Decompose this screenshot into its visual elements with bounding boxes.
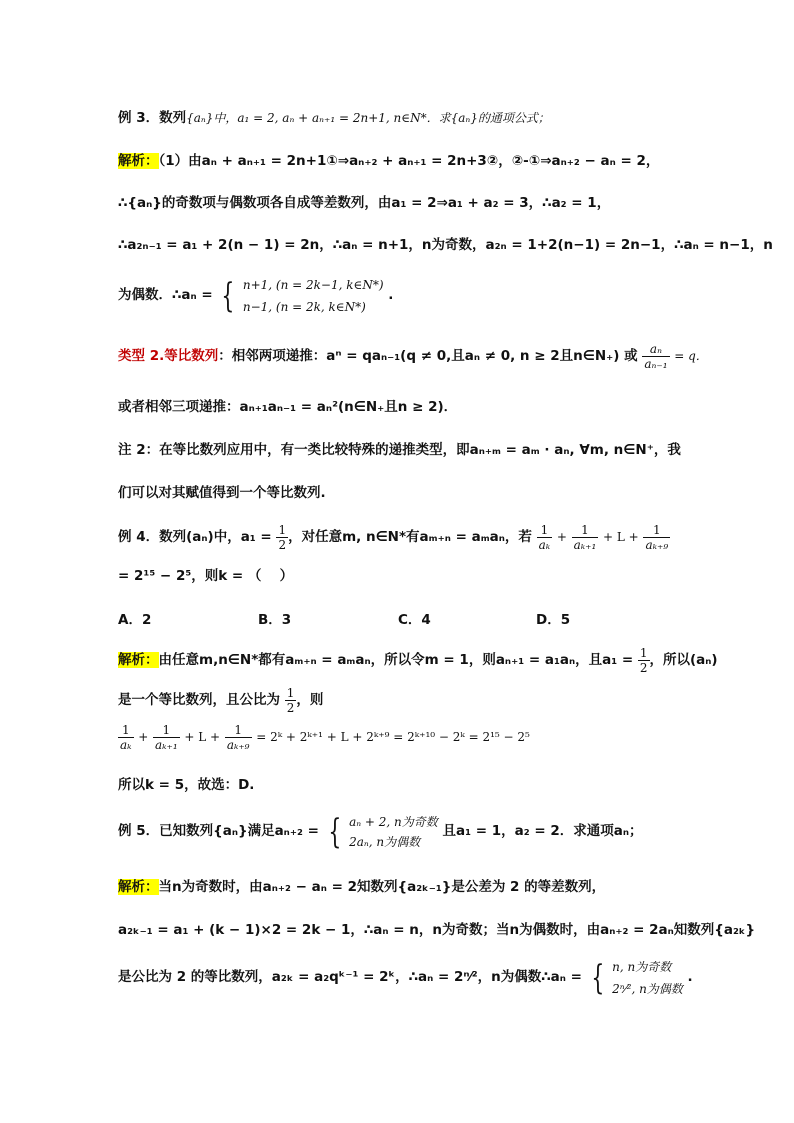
example-3-piecewise-suffix: . xyxy=(388,287,394,303)
example-4-statement: 例 4．数列(aₙ)中，a₁ = $\frac{1}{2}$ ，对任意m, n∈N*有aₘ₊ₙ = aₘaₙ，若 $\frac{1}{\text{aₖ}}$ + $\frac{1}{\text{aₖ₊₁}}$ + L + $\frac{1}{\text{aₖ₊₉}}$ xyxy=(118,522,669,552)
example-4-analysis-line-2: 是一个等比数列，且公比为 $\frac{1}{2}$ ，则 xyxy=(118,685,324,715)
ratio-equals: = q． xyxy=(674,349,708,363)
left-brace-icon: { xyxy=(221,275,235,316)
example-5-statement: 例 5．已知数列{aₙ}满足aₙ₊₂ = { aₙ + 2, n为奇数 2aₙ, n为偶数 且a₁ = 1，a₂ = 2．求通项aₙ； xyxy=(118,808,642,854)
example-4-analysis-line-1: 解析：由任意m,n∈N*都有aₘ₊ₙ = aₘaₙ，所以令m = 1，则aₙ₊₁ = a₁aₙ，且a₁ = $\frac{1}{2}$ ，所以(aₙ) xyxy=(118,645,718,675)
option-b[interactable]: B．3 xyxy=(258,612,292,628)
note-2-line-1: 注 2：在等比数列应用中，有一类比较特殊的递推类型，即aₙ₊ₘ = aₘ · aₙ, ∀m, n∈N⁺，我 xyxy=(118,442,681,458)
analysis-label: 解析： xyxy=(118,153,159,169)
example-3-label: 例 3．数列 xyxy=(118,110,187,126)
example-3-analysis-line-1 xyxy=(118,151,659,171)
type-2-definition xyxy=(118,340,708,372)
ratio-numerator: aₙ xyxy=(642,342,669,357)
analysis-label: 解析： xyxy=(118,879,159,895)
example-3-condition: {aₙ}中，a₁ = 2, aₙ + aₙ₊₁ = 2n+1, n∈N*．求{aₙ}的通项公式； xyxy=(186,111,550,125)
type-2-heading: 类型 2.等比数列 xyxy=(118,348,219,364)
example-5-piecewise: { aₙ + 2, n为奇数 2aₙ, n为偶数 xyxy=(327,811,438,852)
example-3-analysis-line-2: ∴{aₙ}的奇数项与偶数项各自成等差数列，由a₁ = 2⇒a₁ + a₂ = 3，∴a₂ = 1， xyxy=(118,195,611,211)
half-fraction: $\frac{1}{2}$ xyxy=(278,522,287,552)
left-brace-icon: { xyxy=(327,811,341,852)
option-d[interactable]: D．5 xyxy=(536,612,571,628)
example-3-step-1: （1）由aₙ + aₙ₊₁ = 2n+1①⇒aₙ₊₂ + aₙ₊₁ = 2n+3②，②-①⇒aₙ₊₂ − aₙ = 2， xyxy=(158,153,660,169)
example-5-analysis-line-2: a₂ₖ₋₁ = a₁ + (k − 1)×2 = 2k − 1，∴aₙ = n，n为奇数；当n为偶数时，由aₙ₊₂ = 2aₙ知数列{a₂ₖ} xyxy=(118,922,756,938)
ratio-fraction xyxy=(642,342,669,371)
example-3-analysis-line-3: ∴a₂ₙ₋₁ = a₁ + 2(n − 1) = 2n，∴aₙ = n+1，n为奇数，a₂ₙ = 1+2(n−1) = 2n−1，∴aₙ = n−1，n xyxy=(118,237,773,253)
analysis-label: 解析： xyxy=(118,652,159,668)
example-4-line-2: = 2¹⁵ − 2⁵，则k = （ ） xyxy=(118,568,294,584)
piecewise-row-odd: n+1, (n = 2k−1, k∈N*) xyxy=(242,277,384,292)
example-3-statement xyxy=(118,108,550,128)
example-4-prefix: 例 4．数列(aₙ)中，a₁ = xyxy=(118,529,272,545)
example-5-analysis-line-3: 是公比为 2 的等比数列，a₂ₖ = a₂qᵏ⁻¹ = 2ᵏ，∴aₙ = 2ⁿ⁄²，n为偶数∴aₙ = { n, n为奇数 2ⁿ⁄², n为偶数 . xyxy=(118,952,693,1002)
geometric-sum: = 2ᵏ + 2ᵏ⁺¹ + L + 2ᵏ⁺⁹ = 2ᵏ⁺¹⁰ − 2ᵏ = 2¹⁵ − 2⁵ xyxy=(256,730,530,744)
example-4-analysis-line-3: $\frac{1}{\text{aₖ}}$ + $\frac{1}{\text{aₖ₊₁}}$ + L + $\frac{1}{\text{aₖ₊₉}}$ = 2ᵏ + 2ᵏ⁺¹ + L + 2ᵏ⁺⁹ = 2ᵏ⁺¹⁰ − 2ᵏ = 2¹⁵ − 2⁵ xyxy=(120,722,530,752)
reciprocal-ak1: $\frac{1}{\text{aₖ₊₁}}$ xyxy=(573,522,597,552)
option-c[interactable]: C．4 xyxy=(398,612,431,628)
example-5-analysis-line-1: 解析：当n为奇数时，由aₙ₊₂ − aₙ = 2知数列{a₂ₖ₋₁}是公差为 2 的等差数列， xyxy=(118,879,606,895)
example-3-piecewise-prefix: 为偶数．∴aₙ = xyxy=(118,287,213,303)
example-3-analysis-line-4 xyxy=(118,270,393,320)
example-3-piecewise xyxy=(217,270,383,320)
ratio-half: $\frac{1}{2}$ xyxy=(286,685,295,715)
example-4-answer: 所以k = 5，故选：D. xyxy=(118,777,255,793)
example-5-result-piecewise: { n, n为奇数 2ⁿ⁄², n为偶数 xyxy=(590,957,683,998)
left-brace-icon: { xyxy=(590,957,604,998)
piecewise-row-even: n−1, (n = 2k, k∈N*) xyxy=(242,299,366,314)
ratio-denominator: aₙ₋₁ xyxy=(644,356,668,371)
reciprocal-ak: $\frac{1}{\text{aₖ}}$ xyxy=(538,522,551,552)
type-2-text: ：相邻两项递推：aⁿ = qaₙ₋₁(q ≠ 0,且aₙ ≠ 0, n ≥ 2且n∈N₊) 或 xyxy=(218,348,638,364)
example-4-middle: ，对任意m, n∈N*有aₘ₊ₙ = aₘaₙ，若 xyxy=(288,529,532,545)
half-fraction: $\frac{1}{2}$ xyxy=(639,645,648,675)
option-a[interactable]: A．2 xyxy=(118,612,152,628)
reciprocal-ak9: $\frac{1}{\text{aₖ₊₉}}$ xyxy=(645,522,669,552)
note-2-line-2: 们可以对其赋值得到一个等比数列. xyxy=(118,485,326,501)
type-2-three-term: 或者相邻三项递推：aₙ₊₁aₙ₋₁ = aₙ²(n∈N₊且n ≥ 2)． xyxy=(118,399,458,415)
